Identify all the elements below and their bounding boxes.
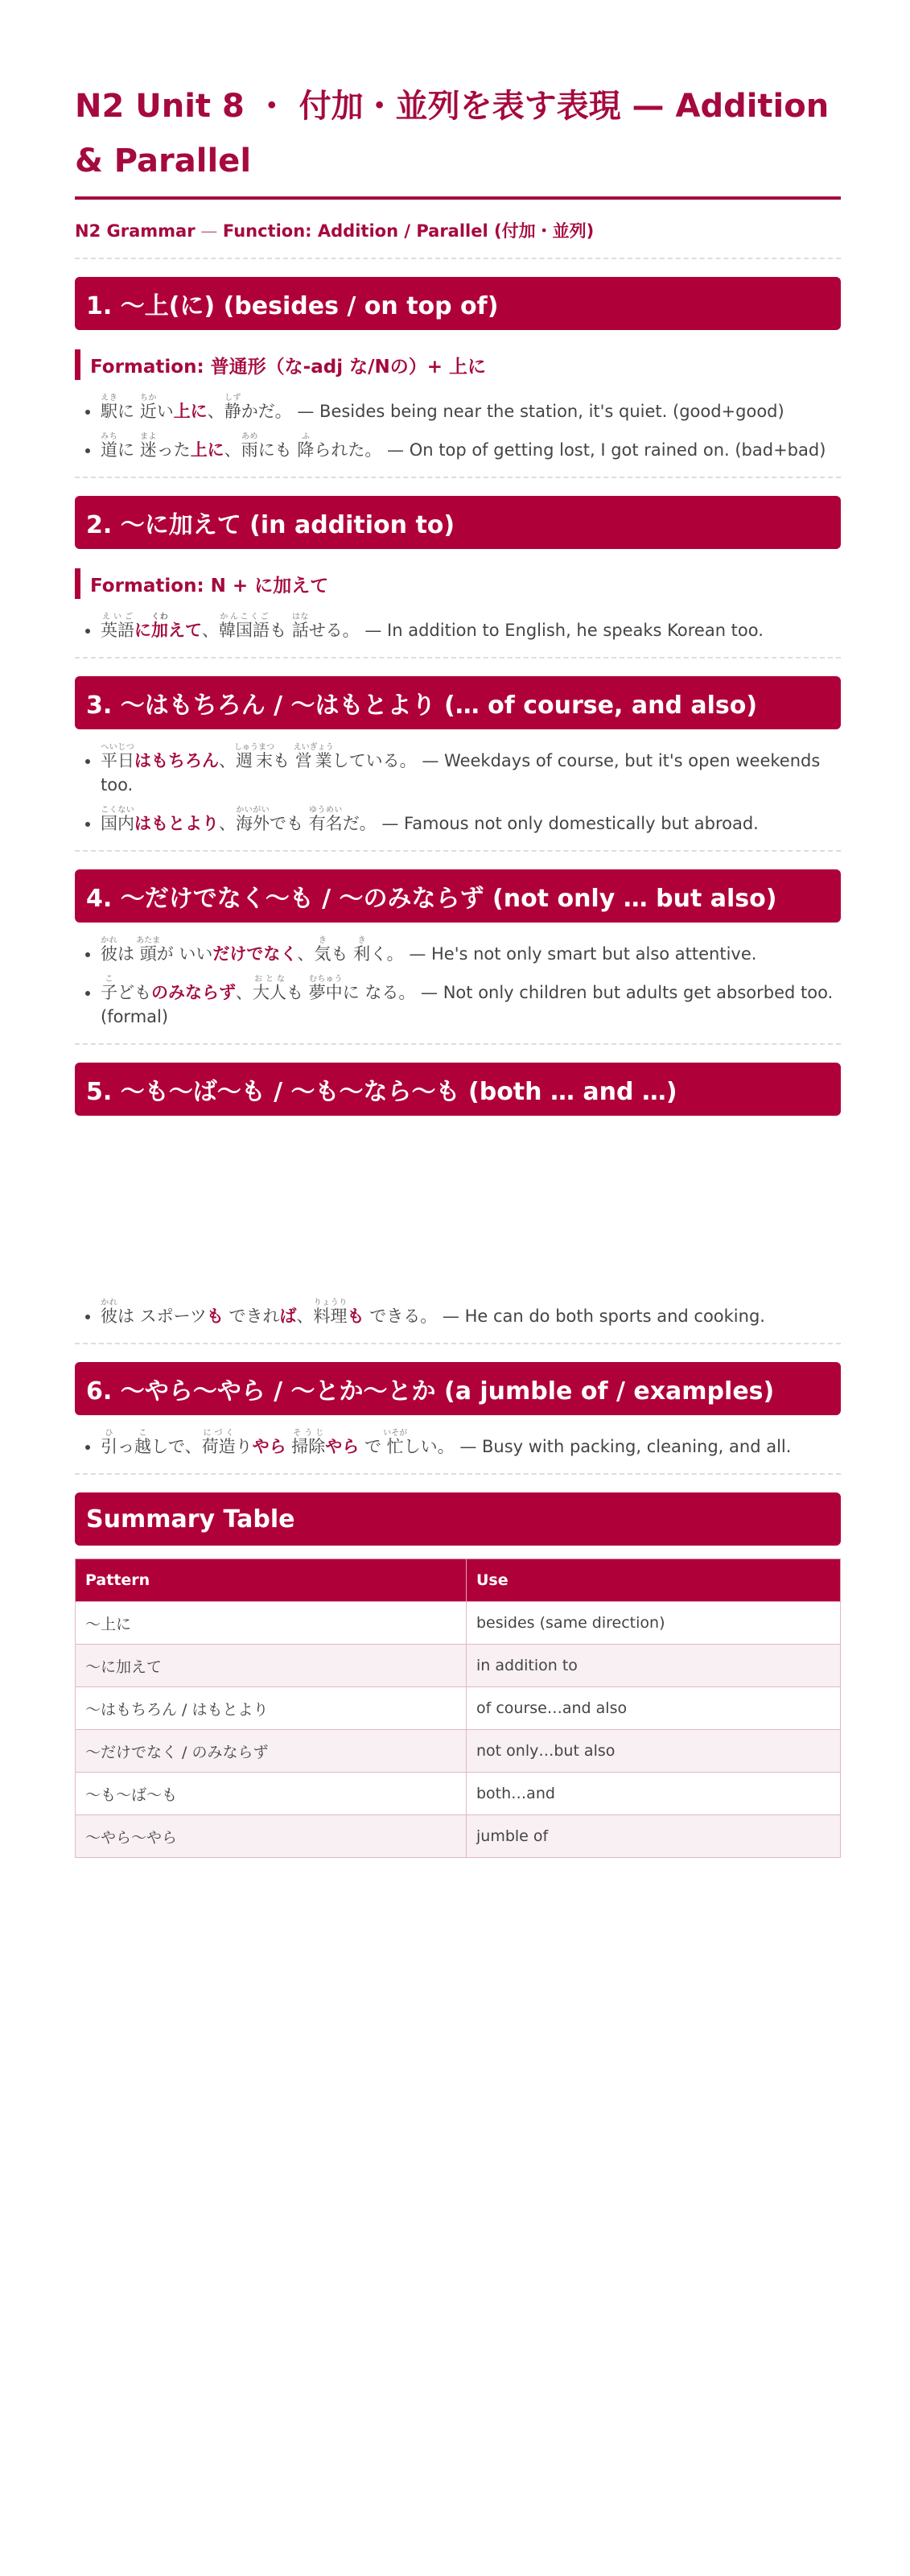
- example-4-2: [101, 971, 841, 1029]
- divider: [75, 477, 841, 478]
- table-cell-use: of course…and also: [467, 1687, 841, 1730]
- divider: [75, 850, 841, 852]
- section-6-examples: [75, 1425, 841, 1459]
- example-4-1: [101, 932, 841, 966]
- summary-table: [75, 1558, 841, 1858]
- section-3-heading: 3. 〜はもちろん / 〜はもとより (… of course, and also): [75, 676, 841, 729]
- divider: [75, 657, 841, 658]
- table-header-row: [76, 1559, 841, 1602]
- table-cell-use: in addition to: [467, 1645, 841, 1687]
- page-title: N2 Unit 8 ・ 付加・並列を表す表現 — Addition & Parallel: [75, 88, 830, 180]
- example-3-2: [101, 802, 841, 836]
- table-header: Use: [467, 1559, 841, 1602]
- divider: [75, 1043, 841, 1045]
- section-2-formation: Formation: N + に加えて: [75, 568, 841, 599]
- example-jp: • 駅えきに 近ちかい上に、静しずかだ。: [101, 394, 292, 421]
- table-cell-use: besides (same direction): [467, 1602, 841, 1645]
- summary-heading: Summary Table: [75, 1492, 841, 1546]
- table-row: [76, 1773, 841, 1815]
- table-row: [76, 1815, 841, 1858]
- table-row: [76, 1687, 841, 1730]
- divider: [75, 258, 841, 259]
- subtitle: [75, 219, 841, 243]
- table-cell-pattern: 〜はもちろん / はもとより: [76, 1687, 467, 1730]
- example-en: — On top of getting lost, I got rained on. (bad+bad): [381, 440, 826, 460]
- example-6-1: [101, 1425, 841, 1459]
- title-rule: [75, 196, 841, 200]
- table-row: [76, 1645, 841, 1687]
- table-cell-pattern: 〜上に: [76, 1602, 467, 1645]
- table-row: [76, 1602, 841, 1645]
- table-row: [76, 1730, 841, 1773]
- example-5-1: [101, 1294, 841, 1328]
- section-4-heading: 4. 〜だけでなく〜も / 〜のみならず (not only … but also): [75, 869, 841, 923]
- example-en: — He's not only smart but also attentive.: [403, 944, 757, 964]
- example-1-2: [101, 428, 841, 462]
- section-1-heading: 1. 〜上(に) (besides / on top of): [75, 277, 841, 330]
- example-3-1: [101, 739, 841, 797]
- divider: [75, 1473, 841, 1475]
- section-1-formation: Formation: 普通形（な-adj な/Nの）+ 上に: [75, 349, 841, 380]
- table-cell-use: not only…but also: [467, 1730, 841, 1773]
- example-en: — Famous not only domestically but abroad.: [376, 814, 759, 833]
- example-en: — Weekdays of course, but it's open weekends too.: [101, 751, 821, 795]
- example-jp: • 平日へいじつはもちろん、週末しゅうまつも 営業えいぎょうしている。: [101, 743, 417, 770]
- example-en: — Not only children but adults get absorbed too. (formal): [101, 983, 834, 1026]
- example-en: — He can do both sports and cooking.: [437, 1307, 765, 1326]
- table-cell-pattern: 〜に加えて: [76, 1645, 467, 1687]
- table-cell-use: jumble of: [467, 1815, 841, 1858]
- example-jp: • 英語えいごに加くわえて、韓国語かんこくごも 話はなせる。: [101, 613, 360, 640]
- table-cell-pattern: 〜やら〜やら: [76, 1815, 467, 1858]
- section-5-heading: 5. 〜も〜ば〜も / 〜も〜なら〜も (both … and …): [75, 1063, 841, 1116]
- section-2-examples: [75, 609, 841, 642]
- section-2-heading: 2. 〜に加えて (in addition to): [75, 496, 841, 549]
- example-en: — Busy with packing, cleaning, and all.: [454, 1437, 792, 1456]
- section-5-examples: [75, 1294, 841, 1328]
- table-cell-pattern: 〜も〜ば〜も: [76, 1773, 467, 1815]
- section-1-examples: [75, 390, 841, 462]
- example-jp: • 彼かれは 頭あたまが いいだけでなく、気きも 利きく。: [101, 936, 404, 964]
- section-4-examples: [75, 932, 841, 1029]
- table-cell-pattern: 〜だけでなく / のみならず: [76, 1730, 467, 1773]
- section-6-heading: 6. 〜やら〜やら / 〜とか〜とか (a jumble of / examples): [75, 1362, 841, 1415]
- example-jp: • 子こどものみならず、大人おとなも 夢中むちゅうに なる。: [101, 975, 416, 1002]
- blank-space: [75, 1116, 841, 1285]
- example-jp: • 彼かれは スポーツも できれば、料理りょうりも できる。: [101, 1298, 438, 1326]
- section-3-examples: [75, 739, 841, 836]
- subtitle-part1: N2 Grammar: [75, 221, 196, 241]
- subtitle-part2: Function: Addition / Parallel (付加・並列): [222, 221, 595, 241]
- table-cell-use: both…and: [467, 1773, 841, 1815]
- subtitle-sep: —: [195, 221, 223, 241]
- table-header: Pattern: [76, 1559, 467, 1602]
- example-en: — Besides being near the station, it's quiet. (good+good): [291, 402, 784, 421]
- example-1-1: [101, 390, 841, 423]
- content: [75, 79, 841, 1858]
- example-jp: • 国内こくないはもとより、海外かいがいでも 有名ゆうめいだ。: [101, 806, 377, 833]
- example-jp: • 道みちに 迷まよった上に、雨あめにも 降ふられた。: [101, 432, 382, 460]
- example-jp: • 引ひっ越こしで、荷造にづくりやら 掃除そうじやら で 忙いそがしい。: [101, 1429, 455, 1456]
- example-en: — In addition to English, he speaks Korean too.: [359, 621, 764, 640]
- example-2-1: [101, 609, 841, 642]
- divider: [75, 1343, 841, 1344]
